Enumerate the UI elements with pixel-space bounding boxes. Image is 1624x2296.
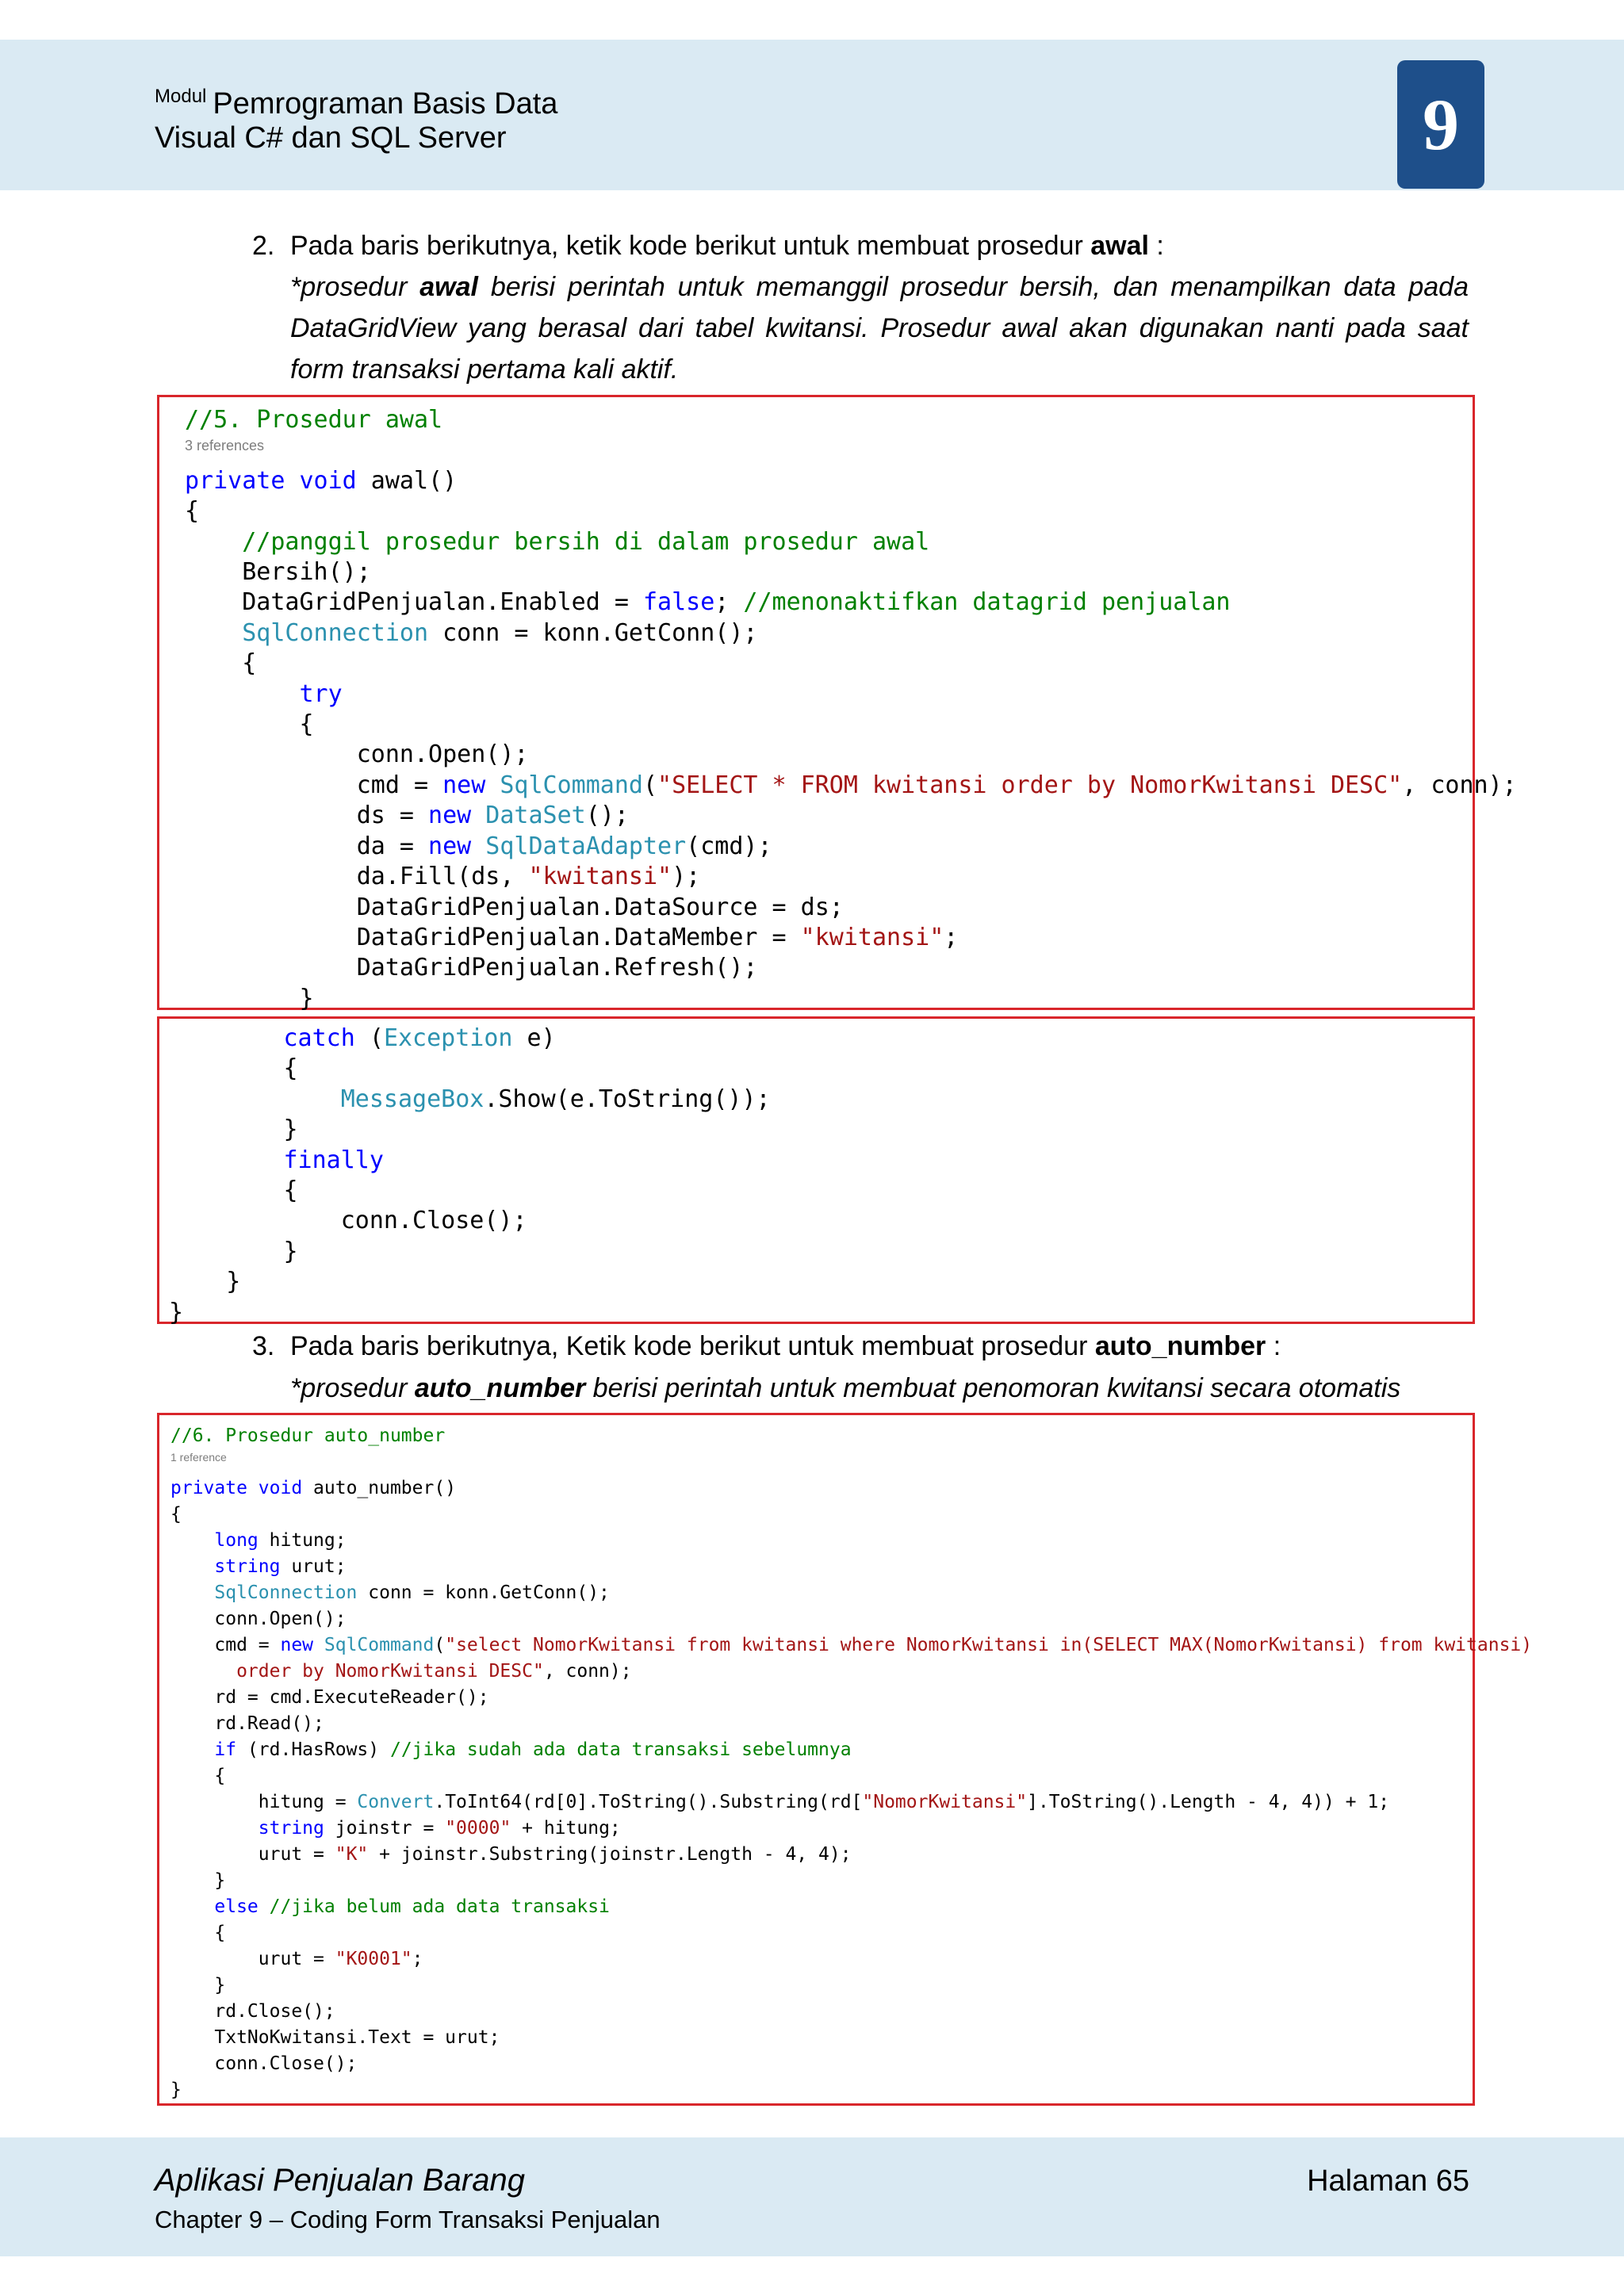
code-awal-part2: catch (Exception e) { MessageBox.Show(e.ToString()); } finally { conn.Close(); } } } [169, 1024, 771, 1326]
references-codelens[interactable]: 3 references [185, 438, 265, 454]
page-footer [0, 2137, 1624, 2256]
step-3-number: 3. [252, 1331, 275, 1361]
step-3-note-bold: auto_number [414, 1373, 586, 1403]
step-2-note-bold: awal [419, 272, 478, 302]
footer-chapter: Chapter 9 – Coding Form Transaksi Penjualan [155, 2206, 661, 2233]
code-box-awal-part2 [157, 1016, 1475, 1324]
step-2-note-line2: DataGridView yang berasal dari tabel kwitansi. Prosedur awal akan digunakan nanti pada saat [290, 313, 1469, 343]
step-2-note-line1 [290, 266, 1469, 308]
module-title-line1 [155, 78, 557, 123]
step-3-intro-end: : [1266, 1331, 1281, 1361]
module-title-line2: Visual C# dan SQL Server [155, 121, 507, 155]
references-codelens[interactable]: 1 reference [170, 1451, 227, 1464]
step-2-intro-bold: awal [1090, 231, 1149, 261]
code-box-awal-part1 [157, 395, 1517, 1012]
step-2-intro-text: Pada baris berikutnya, ketik kode berikut untuk membuat prosedur [290, 231, 1091, 261]
page-header [0, 40, 1624, 190]
footer-app-title: Aplikasi Penjualan Barang [155, 2163, 525, 2198]
step-2-number: 2. [252, 231, 275, 261]
code-awal-part1: //5. Prosedur awal 3 references private void awal() { //panggil prosedur bersih di dalam prosedur awal Bersih(); DataGridPenjualan.Enabled = false; //menonaktifkan datagrid penjualan SqlConnection conn = konn.GetConn(); { try { conn.Open(); cmd = new SqlCommand("SELECT * FROM kwitansi order by NomorKwitansi DESC", conn); ds = new DataSet(); da = new SqlDataAdapter(cmd); da.Fill(ds, "kwitansi"); DataGridPenjualan.DataSource = ds; DataGridPenjualan.DataMember = "kwitansi"; DataGridPenjualan.Refresh(); } [185, 406, 1517, 1012]
step-2-note-text: berisi perintah untuk memanggil prosedur bersih, dan menampilkan data pada [477, 272, 1469, 302]
step-2-note-prefix: *prosedur [290, 272, 420, 302]
step-2-intro-end: : [1148, 231, 1164, 261]
step-2-note-line3: form transaksi pertama kali aktif. [290, 354, 679, 385]
step-3-intro-text: Pada baris berikutnya, Ketik kode berikut untuk membuat prosedur [290, 1331, 1095, 1361]
step-3-intro [290, 1326, 1281, 1367]
step-3-note-prefix: *prosedur [290, 1373, 415, 1403]
step-3-note-text: berisi perintah untuk membuat penomoran kwitansi secara otomatis [585, 1373, 1401, 1403]
module-title-text: Pemrograman Basis Data [213, 87, 558, 121]
step-3-intro-bold: auto_number [1094, 1331, 1266, 1361]
code-auto-number: //6. Prosedur auto_number 1 reference private void auto_number() { long hitung; string urut; SqlConnection conn = konn.GetConn(); conn.Open(); cmd = new SqlCommand("select NomorKwitansi from kwitansi where NomorKwitansi in(SELECT MAX(NomorKwitansi) from kwitansi) order by NomorKwitansi DESC", conn); rd = cmd.ExecuteReader(); rd.Read(); if (rd.HasRows) //jika sudah ada data transaksi sebelumnya { hitung = Convert.ToInt64(rd[0].ToString().Substring(rd["NomorKwitansi"].ToString().Length - 4, 4)) + 1; string joinstr = "0000" + hitung; urut = "K" + joinstr.Substring(joinstr.Length - 4, 4); } else //jika belum ada data transaksi { urut = "K0001"; } rd.Close(); TxtNoKwitansi.Text = urut; conn.Close(); } [170, 1425, 1533, 2100]
modul-label: Modul [155, 86, 207, 107]
code-box-auto-number [157, 1413, 1533, 2106]
chapter-number-badge: 9 [1397, 60, 1484, 189]
step-3-note [290, 1368, 1400, 1409]
step-2-intro [290, 225, 1164, 266]
footer-page-number: Halaman 65 [1307, 2164, 1469, 2198]
